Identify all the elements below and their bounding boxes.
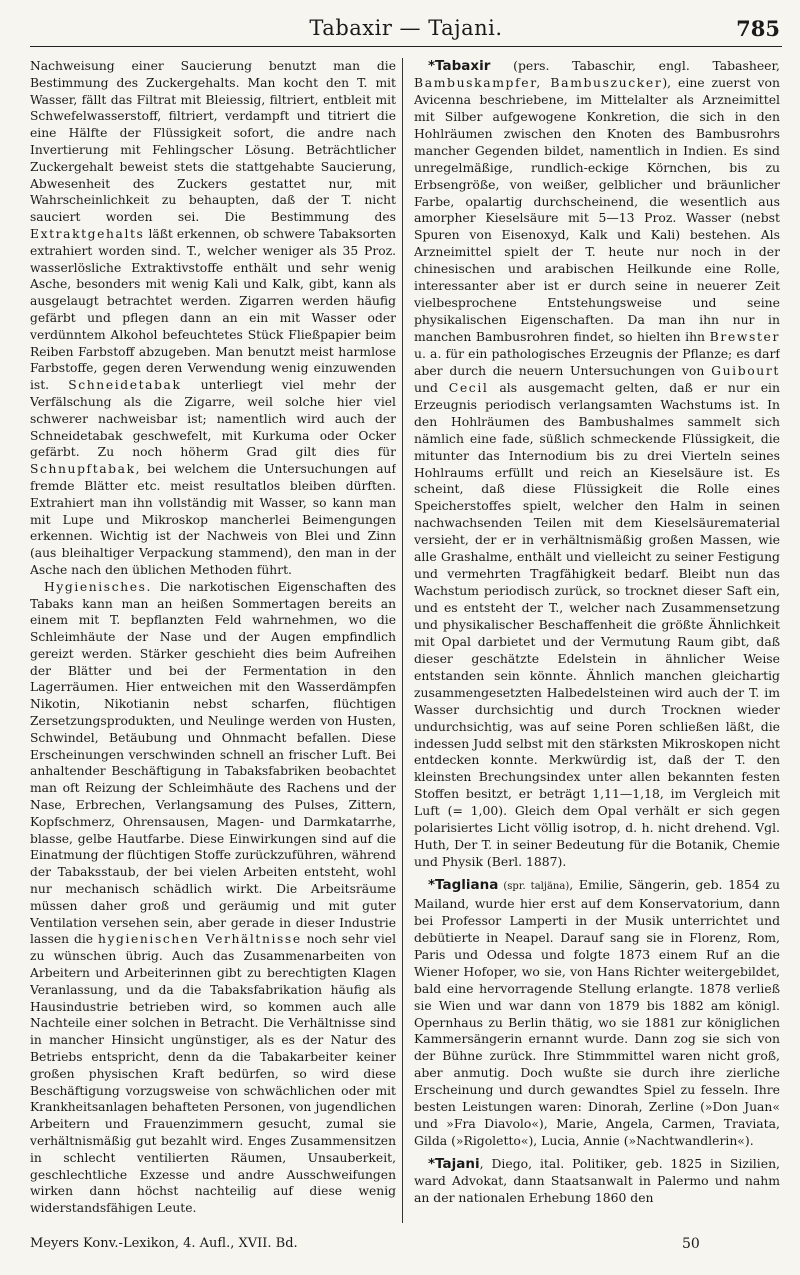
page-number: 785 <box>736 16 780 41</box>
entry-head-tagliana: *Tagliana <box>428 877 499 893</box>
term-extraktgehalt: Extraktgehalts <box>30 226 145 241</box>
term-schneidetabak: Schneidetabak <box>68 378 182 393</box>
entry-head-tabaxir: *Tabaxir <box>428 58 491 74</box>
column-divider <box>402 58 403 1223</box>
entry-tabaxir: *Tabaxir (pers. Tabaschir, engl. Tabasheer, Bambuskampfer, Bambuszucker), eine zuerst von Avicenna beschriebene, im Mittelalter als Arzneimittel mit Silber aufgewogene Konkretion, die sich in den Hohlräumen zwischen den Knoten des Bambusrohrs mancher Gegenden bildet, namentlich in Indien. Es sind unregelmäßige, rundlich-eckige Körnchen, bis zu Erbsengröße, von weißer, gelblicher und bräunlicher Farbe, opalartig durchscheinend, die wesentlich aus amorpher Kieselsäure mit 5—13 Proz. Wasser (nebst Spuren von Eisenoxyd, Kalk und Kali) bestehen. Als Arzneimittel spielt der T. heute nur noch in der chinesischen und arabischen Heilkunde eine Rolle, interessanter aber ist er durch seine in neuerer Zeit vielbesprochene Entstehungsweise und seine physikalischen Eigenschaften. Da man ihn nur in manchen Bambusrohren findet, so hielten ihn Brewster u. a. für ein pathologisches Erzeugnis der Pflanze; es darf aber durch die neuern Untersuchungen von Guibourt und Cecil als ausgemacht gelten, daß er nur ein Erzeugnis periodisch verlangsamten Wachstums ist. In den Hohlräumen des Bambushalmes sammelt sich nämlich eine fade, süßlich schmeckende Flüssigkeit, die mitunter das Internodium bis zu drei Vierteln seines Hohlraums erfüllt und reich an Kieselsäure ist. Es scheint, daß diese Flüssigkeit die Rolle eines Speicherstoffes spielt, welcher den Halm in seinen nachwachsenden Teilen mit dem Kieselsäurematerial versieht, der er in verhältnismäßig großen Massen, wie alle Grashalme, enthält und vielleicht zu seiner Festigung und vermehrten Tragfähigkeit bedarf. Bleibt nun das Wachstum periodisch zurück, so trocknet dieser Saft ein, und es entsteht der T., welcher nach Zusammensetzung und physikalischer Beschaffenheit die größte Ähnlichkeit mit Opal darbietet und der Vermutung Raum gibt, daß dieser geschätzte Edelstein in ähnlicher Weise entstanden sein könnte. Ähnlich manchen gleichartig zusammengesetzten Halbedelsteinen wird auch der T. im Wasser durchsichtig und durch Trocknen wieder undurchsichtig, was auf seine Poren schließen läßt, die indessen Judd selbst mit den stärksten Mikroskopen nicht entdecken konnte. Merkwürdig ist, daß der T. den kleinsten Brechungsindex unter allen bekannten festen Stoffen besitzt, er beträgt 1,11—1,18, im Vergleich mit Luft (= 1,00). Gleich dem Opal verhält er sich gegen polarisiertes Licht völlig isotrop, d. h. nicht drehend. Vgl. Huth, Der T. in seiner Bedeutung für die Botanik, Chemie und Physik (Berl. 1887). <box>414 58 780 870</box>
term-hygienisches: Hygienisches. <box>44 579 153 594</box>
paragraph-hygiene: Hygienisches. Die narkotischen Eigenschaften des Tabaks kann man an heißen Sommertagen bereits an einem mit T. bepflanzten Feld wahrnehmen, wo die Schleimhäute der Nase und der Augen empfindlich gereizt werden. Stärker geschieht dies beim Aufreihen der Blätter und bei der Fermentation in den Lagerräumen. Hier entweichen mit den Wasserdämpfen Nikotin, Nikotianin nebst scharfen, flüchtigen Zersetzungsprodukten, und Neulinge werden von Husten, Schwindel, Betäubung und Ohnmacht befallen. Diese Erscheinungen verschwinden schnell an frischer Luft. Bei anhaltender Beschäftigung in Tabaksfabriken beobachtet man oft Reizung der Schleimhäute des Rachens und der Nase, Erbrechen, Verlangsamung des Pulses, Zittern, Kopfschmerz, Ohrensausen, Magen- und Darmkatarrhe, blasse, gelbe Hautfarbe. Diese Einwirkungen sind auf die Einatmung der flüchtigen Stoffe zurückzuführen, während der Tabaksstaub, der bei vielen Arbeiten entsteht, wohl nur mechanisch schädlich wirkt. Die Arbeitsräume müssen daher groß und geräumig und mit guter Ventilation versehen sein, aber gerade in dieser Industrie lassen die hygienischen Verhältnisse noch sehr viel zu wünschen übrig. Auch das Zusammenarbeiten von Arbeitern und Arbeiterinnen gibt zu berechtigten Klagen Veranlassung, und da die Tabaksfabrikation häufig als Hausindustrie betrieben wird, so kommen auch alle Nachteile einer solchen in Betracht. Die Verhältnisse sind in mancher Hinsicht ungünstiger, als es der Natur des Betriebs entspricht, denn da die Tabakarbeiter keiner großen physischen Kraft bedürfen, so wird diese Beschäftigung vorzugsweise von schwächlichen oder mit Krankheitsanlagen behafteten Personen, von jugendlichen Arbeitern und Frauenzimmern gesucht, zumal sie verhältnismäßig gut bezahlt wird. Enges Zusammensitzen in schlecht ventilierten Räumen, Unsauberkeit, geschlechtliche Exzesse und andre Ausschweifungen wirken dann höchst nachteilig auf diese wenig widerstandsfähigen Leute. <box>30 579 396 1216</box>
left-column <box>30 58 396 1226</box>
running-header <box>30 12 782 47</box>
term-schnupftabak: Schnupftabak <box>30 462 136 477</box>
page-title: Tabaxir — Tajani. <box>309 16 503 40</box>
footer-source: Meyers Konv.-Lexikon, 4. Aufl., XVII. Bd. <box>30 1236 298 1251</box>
term-hygienische-verhaeltnisse: hygienischen Verhältnisse <box>97 932 302 947</box>
entry-head-tajani: *Tajani <box>428 1156 480 1172</box>
right-column <box>414 58 780 1226</box>
footer-signature: 50 <box>682 1236 700 1252</box>
paragraph-sauce-detection: Nachweisung einer Saucierung benutzt man die Bestimmung des Zuckergehalts. Man kocht den T. mit Wasser, fällt das Filtrat mit Bleiessig, filtriert, entbleit mit Schwefelwasserstoff, filtriert, verdampft und titriert die eine Hälfte der Flüssigkeit sofort, die andre nach Invertierung mit Fehlingscher Lösung. Beträchtlicher Zuckergehalt beweist stets die stattgehabte Saucierung, Abwesenheit des Zuckers gestattet nur, mit Wahrscheinlichkeit zu behaupten, daß der T. nicht sauciert worden sei. Die Bestimmung des Extraktgehalts läßt erkennen, ob schwere Tabaksorten extrahiert worden sind. T., welcher weniger als 35 Proz. wasserlösliche Extraktivstoffe enthält und sehr wenig Asche, besonders mit wenig Kali und Kalk, gibt, kann als ausgelaugt betrachtet werden. Zigarren werden häufig gefärbt und pflegen dann an ein mit Wasser oder verdünntem Alkohol befeuchtetes Stück Fließpapier beim Reiben Farbstoff abzugeben. Man benutzt meist harmlose Farbstoffe, gegen deren Verwendung wenig einzuwenden ist. Schneidetabak unterliegt viel mehr der Verfälschung als die Zigarre, weil solche hier viel schwerer nachweisbar ist; namentlich wird auch der Schneidetabak geschwefelt, mit Kurkuma oder Ocker gefärbt. Zu noch höherm Grad gilt dies für Schnupftabak, bei welchem die Untersuchungen auf fremde Blätter etc. meist resultatlos bleiben dürften. Extrahiert man ihn vollständig mit Wasser, so kann man mit Lupe und Mikroskop mancherlei Beimengungen erkennen. Wichtig ist der Nachweis von Blei und Zinn (aus bleihaltiger Verpackung stammend), den man in der Asche nach den üblichen Methoden führt. <box>30 59 396 577</box>
entry-tajani: *Tajani, Diego, ital. Politiker, geb. 1825 in Sizilien, ward Advokat, dann Staatsanwalt in Palermo und nahm an der nationalen Erhebung 1860 den <box>414 1156 780 1205</box>
page-footer <box>30 1236 782 1260</box>
entry-tagliana: *Tagliana (spr. taljäna), Emilie, Sängerin, geb. 1854 zu Mailand, wurde hier erst auf dem Konservatorium, dann bei Professor Lamperti in der Musik unterrichtet und debütierte in Neapel. Darauf sang sie in Florenz, Rom, Paris und Odessa und folgte 1873 einem Ruf an die Wiener Hofoper, wo sie, von Hans Richter weitergebildet, bald eine hervorragende Stellung erlangte. 1878 verließ sie Wien und war dann von 1879 bis 1882 am königl. Opernhaus zu Berlin thätig, wo sie 1881 zur königlichen Kammersängerin ernannt wurde. Dann zog sie sich von der Bühne zurück. Ihre Stimmmittel waren nicht groß, aber anmutig. Doch wußte sie durch ihre zierliche Erscheinung und durch gewandtes Spiel zu fesseln. Ihre besten Leistungen waren: Dinorah, Zerline (»Don Juan« und »Fra Diavolo«), Marie, Angela, Carmen, Traviata, Gilda (»Rigoletto«), Lucia, Annie (»Nachtwandlerin«). <box>414 877 780 1149</box>
